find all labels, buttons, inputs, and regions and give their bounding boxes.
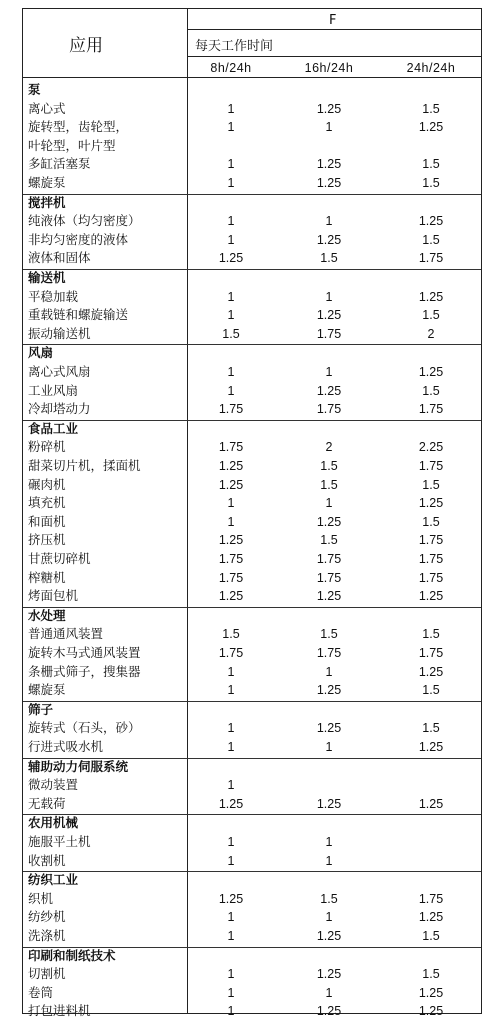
application-item: 叶轮型，叶片型 [28,137,116,153]
application-item: 普通通风装置 [28,626,104,642]
application-item: 行进式吸水机 [28,739,104,754]
factor-value: 1.25 [418,664,444,679]
application-item: 粉碎机 [28,439,66,455]
application-item: 纺纱机 [28,909,66,925]
factor-value: 1 [325,664,333,679]
application-item: 振动输送机 [28,325,91,341]
application-item: 冷却塔动力 [28,401,91,417]
factor-value: 1.25 [218,459,244,473]
application-item: 卷筒 [28,984,54,1000]
application-item: 碾肉机 [28,476,66,492]
factor-value: 1 [227,496,235,511]
factor-value: 1.5 [320,891,338,906]
factor-value: 1.25 [418,120,444,135]
factor-value: 1.25 [418,289,444,304]
category-heading: 风扇 [28,345,54,361]
factor-value: 1.25 [316,589,342,604]
factor-value: 1.75 [218,440,244,455]
factor-value: 1 [325,740,333,754]
column-header-16h: 16h/24h [304,61,354,75]
application-item: 甘蔗切碎机 [28,551,91,566]
column-divider [187,9,188,1013]
factor-value: 1.25 [316,383,342,398]
factor-value: 1.25 [418,214,444,229]
column-header-application: 应用 [69,36,103,56]
category-heading: 纺织工业 [28,872,79,888]
factor-value: 1.5 [222,627,240,642]
factor-value: 1.5 [422,721,440,736]
daily-operating-time-header: 每天工作时间 [195,39,274,54]
factor-value: 1.75 [418,646,444,660]
group-divider [23,871,481,872]
factor-value: 1.75 [218,402,244,417]
category-heading: 搅拌机 [28,194,66,210]
application-item: 甜菜切片机，揉面机 [28,458,141,473]
factor-value: 1 [227,1004,235,1019]
factor-value: 1.5 [320,251,338,266]
factor-value: 1.25 [316,683,342,698]
factor-value: 1 [227,120,235,135]
factor-value: 1.75 [218,552,244,566]
group-divider [23,420,481,421]
factor-value: 1.75 [218,646,244,660]
application-item: 打包进料机 [28,1003,91,1019]
header-divider-f [187,29,481,30]
header-divider-time [187,56,481,57]
factor-value: 1.25 [316,514,342,529]
application-item: 烤面包机 [28,588,79,604]
factor-value: 1.75 [316,326,342,341]
application-item: 离心式 [28,100,66,116]
factor-value: 2 [325,440,333,455]
factor-value: 1 [325,985,333,1000]
factor-value: 1 [227,289,235,304]
group-divider [23,701,481,702]
application-item: 重载链和螺旋输送 [28,307,129,323]
factor-value: 1.25 [316,929,342,943]
application-item: 收割机 [28,852,66,868]
application-item: 条栅式筛子，搜集器 [28,663,141,679]
factor-value: 1.25 [418,496,444,511]
factor-value: 1.5 [320,627,338,642]
factor-value: 1 [227,740,235,754]
application-item: 无载荷 [28,795,66,811]
category-heading: 水处理 [28,607,66,623]
factor-value: 1 [227,101,235,116]
factor-value: 1.25 [218,891,244,906]
factor-value: 1.25 [316,967,342,982]
application-item: 和面机 [28,513,66,529]
factor-value: 1.25 [316,1004,342,1019]
factor-value: 1.5 [422,176,440,190]
factor-value: 1.25 [316,101,342,116]
factor-value: 1.25 [418,910,444,925]
column-header-8h: 8h/24h [210,61,252,75]
factor-value: 1.25 [316,157,342,172]
application-item: 螺旋泵 [28,175,66,190]
application-item: 切割机 [28,966,66,982]
factor-value: 1 [227,985,235,1000]
factor-value: 1 [227,514,235,529]
application-item: 洗涤机 [28,928,66,943]
factor-value: 1.5 [422,627,440,642]
factor-value: 1 [227,910,235,925]
factor-value: 1 [227,664,235,679]
factor-value: 2.25 [418,440,444,455]
factor-value: 1.25 [418,796,444,811]
factor-value: 1 [227,835,235,849]
factor-value: 1.25 [218,251,244,266]
factor-value: 1 [227,683,235,698]
group-divider [23,607,481,608]
factor-value: 1 [325,120,333,135]
application-item: 非均匀密度的液体 [28,231,129,247]
application-item: 织机 [28,890,54,906]
factor-value: 1 [325,853,333,868]
factor-value: 1 [227,365,235,379]
factor-value: 1.75 [418,459,444,473]
factor-value: 1.25 [218,533,244,548]
application-item: 纯液体（均匀密度） [28,213,141,229]
factor-value: 1.75 [418,533,444,548]
factor-value: 1.25 [316,796,342,811]
factor-value: 1.5 [422,683,440,698]
factor-value: 1.5 [422,514,440,529]
group-divider [23,814,481,815]
application-item: 平稳加载 [28,288,79,304]
factor-value: 1 [325,365,333,379]
factor-value: 1 [227,853,235,868]
factor-value: 1.25 [218,796,244,811]
factor-value: 1.5 [222,326,240,341]
application-item: 微动装置 [28,777,79,793]
factor-value: 1.25 [316,176,342,190]
factor-value: 1.25 [418,740,444,754]
factor-value: 1 [325,289,333,304]
factor-value: 1 [227,176,235,190]
category-heading: 筛子 [28,701,54,717]
factor-value: 1.25 [218,477,244,492]
application-item: 旋转式（石头，砂） [28,720,141,736]
factor-value: 1.75 [418,552,444,566]
factor-value: 1.75 [316,552,342,566]
factor-value: 1 [227,721,235,736]
application-item: 施服平土机 [28,834,91,849]
factor-value: 1.5 [320,459,338,473]
factor-value: 1.5 [422,157,440,172]
application-item: 填充机 [28,495,66,511]
factor-value: 1.5 [422,308,440,323]
factor-value: 1 [227,778,235,793]
factor-value: 1.5 [422,101,440,116]
group-divider [23,269,481,270]
category-heading: 印刷和制纸技术 [28,947,116,963]
factor-value: 1.25 [418,985,444,1000]
application-item: 旋转木马式通风装置 [28,645,141,660]
factor-value: 1.5 [320,477,338,492]
category-heading: 输送机 [28,270,66,285]
factor-value: 1.25 [316,721,342,736]
application-item: 液体和固体 [28,250,91,266]
application-item: 挤压机 [28,532,66,548]
factor-value: 1.5 [422,929,440,943]
factor-value: 1 [227,214,235,229]
factor-value: 1 [227,383,235,398]
factor-value: 1.5 [422,477,440,492]
factor-header: F [329,13,337,28]
factor-value: 1 [227,929,235,943]
factor-value: 1 [325,910,333,925]
factor-value: 1 [227,157,235,172]
application-item: 榨糖机 [28,569,66,585]
application-item: 多缸活塞泵 [28,156,91,172]
application-item: 螺旋泵 [28,682,66,698]
factor-value: 1 [325,214,333,229]
factor-value: 1.25 [316,232,342,247]
factor-value: 1 [227,308,235,323]
factor-value: 1.75 [316,402,342,417]
factor-value: 1.25 [418,1004,444,1019]
category-heading: 辅助动力伺服系统 [28,758,129,774]
factor-value: 1.75 [418,402,444,417]
factor-value: 1.75 [316,570,342,585]
factor-value: 1.75 [418,251,444,266]
factor-value: 1 [227,232,235,247]
factor-value: 1 [227,967,235,982]
group-divider [23,344,481,345]
factor-value: 1.5 [422,232,440,247]
factor-value: 1.25 [316,308,342,323]
application-item: 工业风扇 [28,382,79,398]
factor-value: 1.25 [418,365,444,379]
factor-value: 1 [325,496,333,511]
factor-value: 1.25 [218,589,244,604]
category-heading: 农用机械 [28,815,79,831]
factor-value: 2 [427,326,435,341]
factor-value: 1.75 [218,570,244,585]
factor-value: 1.25 [418,589,444,604]
group-divider [23,194,481,195]
factor-value: 1.75 [316,646,342,660]
column-header-24h: 24h/24h [406,61,456,75]
application-item: 旋转型，齿轮型， [28,119,129,135]
factor-value: 1 [325,835,333,849]
factor-value: 1.5 [320,533,338,548]
category-heading: 泵 [28,82,41,97]
application-factor-table [22,8,482,1019]
application-item: 离心式风扇 [28,364,91,379]
category-heading: 食品工业 [28,420,79,436]
factor-value: 1.5 [422,383,440,398]
factor-value: 1.5 [422,967,440,982]
header-bottom-rule [23,77,481,78]
factor-value: 1.75 [418,891,444,906]
factor-value: 1.75 [418,570,444,585]
